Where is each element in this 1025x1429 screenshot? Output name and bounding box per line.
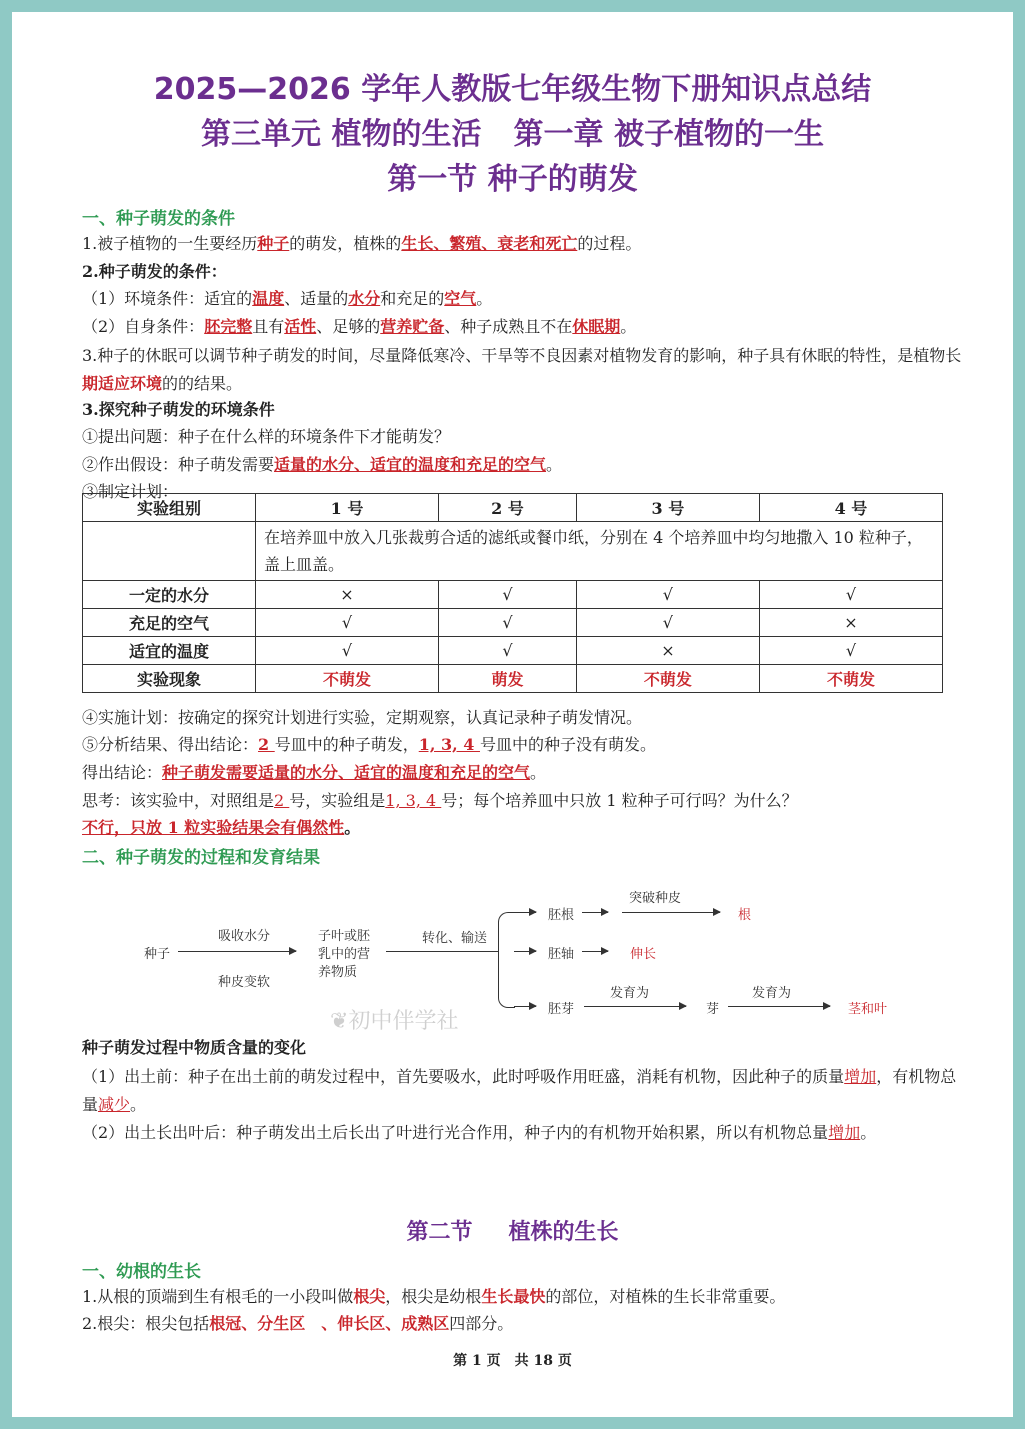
table-cell: √ [576,581,759,609]
diagram-node-nutrient-3: 养物质 [318,965,358,980]
watermark: ❦初中伴学社 [330,1009,459,1034]
diagram-node-bud: 芽 [706,1002,720,1017]
table-cell: × [759,609,942,637]
table-cell-result: 萌发 [439,665,577,693]
table-cell-description: 在培养皿中放入几张裁剪合适的滤纸或餐巾纸，分别在 4 个培养皿中均匀地撒入 10 粒种子，盖上皿盖。 [256,522,943,581]
arrow-icon [584,1006,686,1007]
diagram-node-plumule: 胚芽 [548,1002,575,1017]
unit-chapter-title [12,109,1013,153]
table-cell: × [256,581,439,609]
table-header: 3 号 [576,494,759,522]
diagram-node-radicle: 胚根 [548,908,575,923]
paragraph-5: 3.种子的休眠可以调节种子萌发的时间，尽量降低寒冷、干旱等不良因素对植物发育的影响，种子具有休眠的特性，是植物长期适应环境的的结果。 [82,346,962,393]
diagram-node-stemleaf: 茎和叶 [848,1002,888,1017]
paragraph-3: （1）环境条件：适宜的温度、适量的水分和充足的空气。 [82,289,493,308]
subheading-mass-change: 种子萌发过程中物质含量的变化 [82,1038,307,1057]
paragraph-root-tip-2: 2.根尖：根尖包括根冠、分生区 、伸长区、成熟区四部分。 [82,1314,514,1333]
diagram-label-transform: 转化、输送 [422,931,488,946]
paragraph-1: 1.被子植物的一生要经历种子的萌发，植株的生长、繁殖、衰老和死亡的过程。 [82,234,642,253]
diagram-bracket [498,912,515,1008]
paragraph-4: （2）自身条件：胚完整且有活性、足够的营养贮备、种子成熟且不在休眠期。 [82,317,637,336]
table-cell: √ [439,637,577,665]
paragraph-before-emergence: （1）出土前：种子在出土前的萌发过程中，首先要吸水，此时呼吸作用旺盛，消耗有机物，因此种子的质量增加，有机物总量减少。 [82,1067,957,1114]
arrow-icon [622,912,720,913]
arrow-icon [514,951,536,952]
table-cell: √ [256,637,439,665]
paragraph-9: ③制定计划： [82,482,179,501]
section-title: 第一节 种子的萌发 [387,162,638,197]
paragraph-6: 3.探究种子萌发的环境条件 [82,400,275,419]
unit-title: 第三单元 植物的生活 [201,117,482,152]
table-row-label: 适宜的温度 [83,637,256,665]
paragraph-11: ⑤分析结果、得出结论：2 号皿中的种子萌发，1, 3, 4 号皿中的种子没有萌发。 [82,735,656,754]
diagram-node-nutrient-2: 乳中的营 [318,947,371,962]
arrow-icon [728,1006,830,1007]
diagram-node-seed: 种子 [144,947,171,962]
page-footer: 第 1 页 共 18 页 [453,1353,572,1369]
paragraph-root-tip-1: 1.从根的顶端到生有根毛的一小段叫做根尖，根尖是幼根生长最快的部位，对植株的生长非常重要。 [82,1287,786,1306]
table-cell: √ [576,609,759,637]
diagram-line [386,951,498,952]
diagram-label-coat: 种皮变软 [218,975,271,990]
diagram-label-absorb: 吸收水分 [218,929,271,944]
table-cell: √ [759,637,942,665]
diagram-node-root: 根 [738,908,752,923]
table-header-row [83,494,943,522]
table-row-label: 实验现象 [83,665,256,693]
table-header: 实验组别 [83,494,256,522]
arrow-icon [514,1006,536,1007]
paragraph-12: 得出结论：种子萌发需要适量的水分、适宜的温度和充足的空气。 [82,763,547,782]
diagram-label-develop-2: 发育为 [752,986,792,1001]
diagram-node-elongate: 伸长 [630,947,657,962]
germination-diagram [122,872,942,1032]
heading-germination-conditions: 一、种子萌发的条件 [82,209,235,229]
paragraph-7: ①提出问题：种子在什么样的环境条件下才能萌发？ [82,427,451,446]
table-cell-result: 不萌发 [576,665,759,693]
table-cell: √ [256,609,439,637]
arrow-icon [514,912,536,913]
table-header: 4 号 [759,494,942,522]
table-header: 2 号 [439,494,577,522]
paragraph-10: ④实施计划：按确定的探究计划进行实验，定期观察，认真记录种子萌发情况。 [82,708,643,727]
table-cell: √ [439,609,577,637]
table-cell-result: 不萌发 [759,665,942,693]
diagram-label-develop-1: 发育为 [610,986,650,1001]
arrow-icon [178,951,296,952]
table-cell-result: 不萌发 [256,665,439,693]
table-row [83,637,943,665]
arrow-icon [582,951,608,952]
table-cell: × [576,637,759,665]
table-row [83,665,943,693]
doc-title: 2025—2026 学年人教版七年级生物下册知识点总结 [153,72,872,107]
document-page [12,12,1013,1417]
arrow-icon [582,912,608,913]
table-row [83,609,943,637]
diagram-node-axis: 胚轴 [548,947,575,962]
paragraph-2: 2.种子萌发的条件： [82,262,227,281]
paragraph-14: 不行，只放 1 粒实验结果会有偶然性。 [82,818,361,837]
paragraph-after-emergence: （2）出土长出叶后：种子萌发出土后长出了叶进行光合作用，种子内的有机物开始积累，所以有机物总量增加。 [82,1123,877,1142]
paragraph-13: 思考：该实验中，对照组是2 号，实验组是1, 3, 4 号；每个培养皿中只放 1 粒种子可行吗？为什么？ [82,791,798,810]
table-row-label: 充足的空气 [83,609,256,637]
diagram-node-nutrient-1: 子叶或胚 [318,929,371,944]
table-cell: √ [439,581,577,609]
diagram-label-break: 突破种皮 [629,891,682,906]
paragraph-8: ②作出假设：种子萌发需要适量的水分、适宜的温度和充足的空气。 [82,455,563,474]
chapter-title: 第一章 被子植物的一生 [513,117,824,152]
experiment-table [82,493,943,693]
table-header: 1 号 [256,494,439,522]
heading-root-growth: 一、幼根的生长 [82,1262,201,1282]
leaf-icon: ❦ [330,1009,349,1034]
section2-title: 第二节 植株的生长 [406,1220,619,1245]
table-row [83,581,943,609]
table-row-label: 一定的水分 [83,581,256,609]
table-cell: √ [759,581,942,609]
table-row [83,522,943,581]
heading-germination-process: 二、种子萌发的过程和发育结果 [82,848,320,868]
